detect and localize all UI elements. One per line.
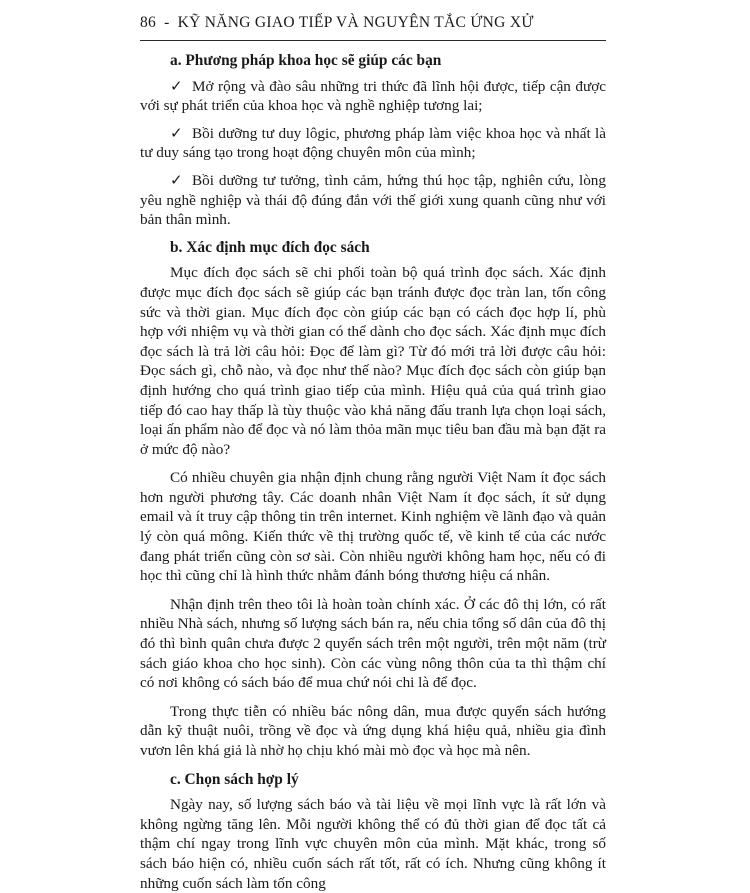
paragraph: Có nhiều chuyên gia nhận định chung rằng người Việt Nam ít đọc sách hơn người phương tây. Các doanh nhân Việt Nam ít đọc sách, ít sử dụng email và ít truy cập thông tin trên internet. Kinh nghiệm về lãnh đạo và quản lý còn quá mông. Kiến thức về thị trường quốc tế, về kinh tế của các nước đang phát triển cũng còn sơ sài. Còn nhiều người không ham học, nếu có đi học thì cũng chỉ là hình thức nhằm đánh bóng thương hiệu cá nhân.: [140, 469, 606, 585]
section-b-heading: b. Xác định mục đích đọc sách: [170, 238, 370, 256]
page-body: [140, 51, 606, 893]
paragraph: Ngày nay, số lượng sách báo và tài liệu về mọi lĩnh vực là rất lớn và không ngừng tăng lên. Mỗi người không thể có đủ thời gian để đọc tất cả thậm chí ngay trong lĩnh vực chuyên môn của mình. Mặt khác, trong số sách báo hiện có, nhiều cuốn sách rất tốt, rất có ích. Nhưng cũng không ít những cuốn sách làm tốn công: [140, 796, 606, 892]
section-a-heading: a. Phương pháp khoa học sẽ giúp các bạn: [170, 52, 442, 69]
checkmark-icon: ✓: [170, 77, 183, 95]
bullet-item: [140, 171, 606, 230]
header-rule: [140, 40, 606, 41]
paragraph: Trong thực tiễn có nhiều bác nông dân, mua được quyển sách hướng dẫn kỹ thuật nuôi, trồng về đọc và ứng dụng khá hiệu quả, nhiều gia đình vươn lên khá giả là nhờ họ chịu khó mài mò đọc và học mà nên.: [140, 702, 606, 759]
bullet-text: Bồi dưỡng tư duy lôgic, phương pháp làm việc khoa học và nhất là tư duy sáng tạo trong hoạt động chuyên môn của mình;: [140, 124, 606, 162]
section-c-heading: c. Chọn sách hợp lý: [170, 770, 299, 788]
running-header-title: KỸ NĂNG GIAO TIẾP VÀ NGUYÊN TẮC ỨNG XỬ: [177, 14, 534, 31]
bullet-text: Bồi dưỡng tư tưởng, tình cảm, hứng thú học tập, nghiên cứu, lòng yêu nghề nghiệp và thái độ đúng đắn với thế giới xung quanh cũng như với bản thân mình.: [140, 171, 606, 229]
checkmark-icon: ✓: [170, 171, 183, 189]
header-separator: -: [164, 14, 170, 31]
bullet-item: [140, 124, 606, 163]
bullet-text: Mở rộng và đào sâu những tri thức đã lĩnh hội được, tiếp cận được với sự phát triển của khoa học và nghề nghiệp tương lai;: [140, 77, 606, 115]
bullet-item: [140, 77, 606, 116]
running-header: [140, 14, 606, 38]
checkmark-icon: ✓: [170, 124, 183, 142]
paragraph: Mục đích đọc sách sẽ chi phối toàn bộ quá trình đọc sách. Xác định được mục đích đọc sách sẽ giúp các bạn tránh được đọc tràn lan, tốn công sức và thời gian. Mục đích đọc còn giúp các bạn có cách đọc hợp lí, phù hợp với nhiệm vụ và thời gian có thể dành cho đọc sách. Xác định mục đích đọc sách là trả lời câu hỏi: Đọc để làm gì? Từ đó mới trả lời được câu hỏi: Đọc sách gì, chỗ nào, và đọc như thế nào? Mục đích đọc sách còn giúp bạn định hướng cho quá trình giao tiếp của mình. Hiệu quả của quá trình giao tiếp đó cao hay thấp là tùy thuộc vào khả năng đấu tranh lựa chọn loại sách, loại ấn phẩm nào để đọc và nó làm thỏa mãn mục tiêu ban đầu mà bạn đặt ra ở mức độ nào?: [140, 264, 606, 458]
page-number: 86: [140, 14, 157, 31]
paragraph: Nhận định trên theo tôi là hoàn toàn chính xác. Ở các đô thị lớn, có rất nhiều Nhà sách, nhưng số lượng sách bán ra, nếu chia tổng số dân của đô thị đó thì bình quân chưa được 2 quyển sách trên một người, trên một năm (trừ sách giáo khoa cho học sinh). Còn các vùng nông thôn của ta thì thậm chí có nơi không có sách báo để mua chứ nói chi là để đọc.: [140, 595, 606, 692]
